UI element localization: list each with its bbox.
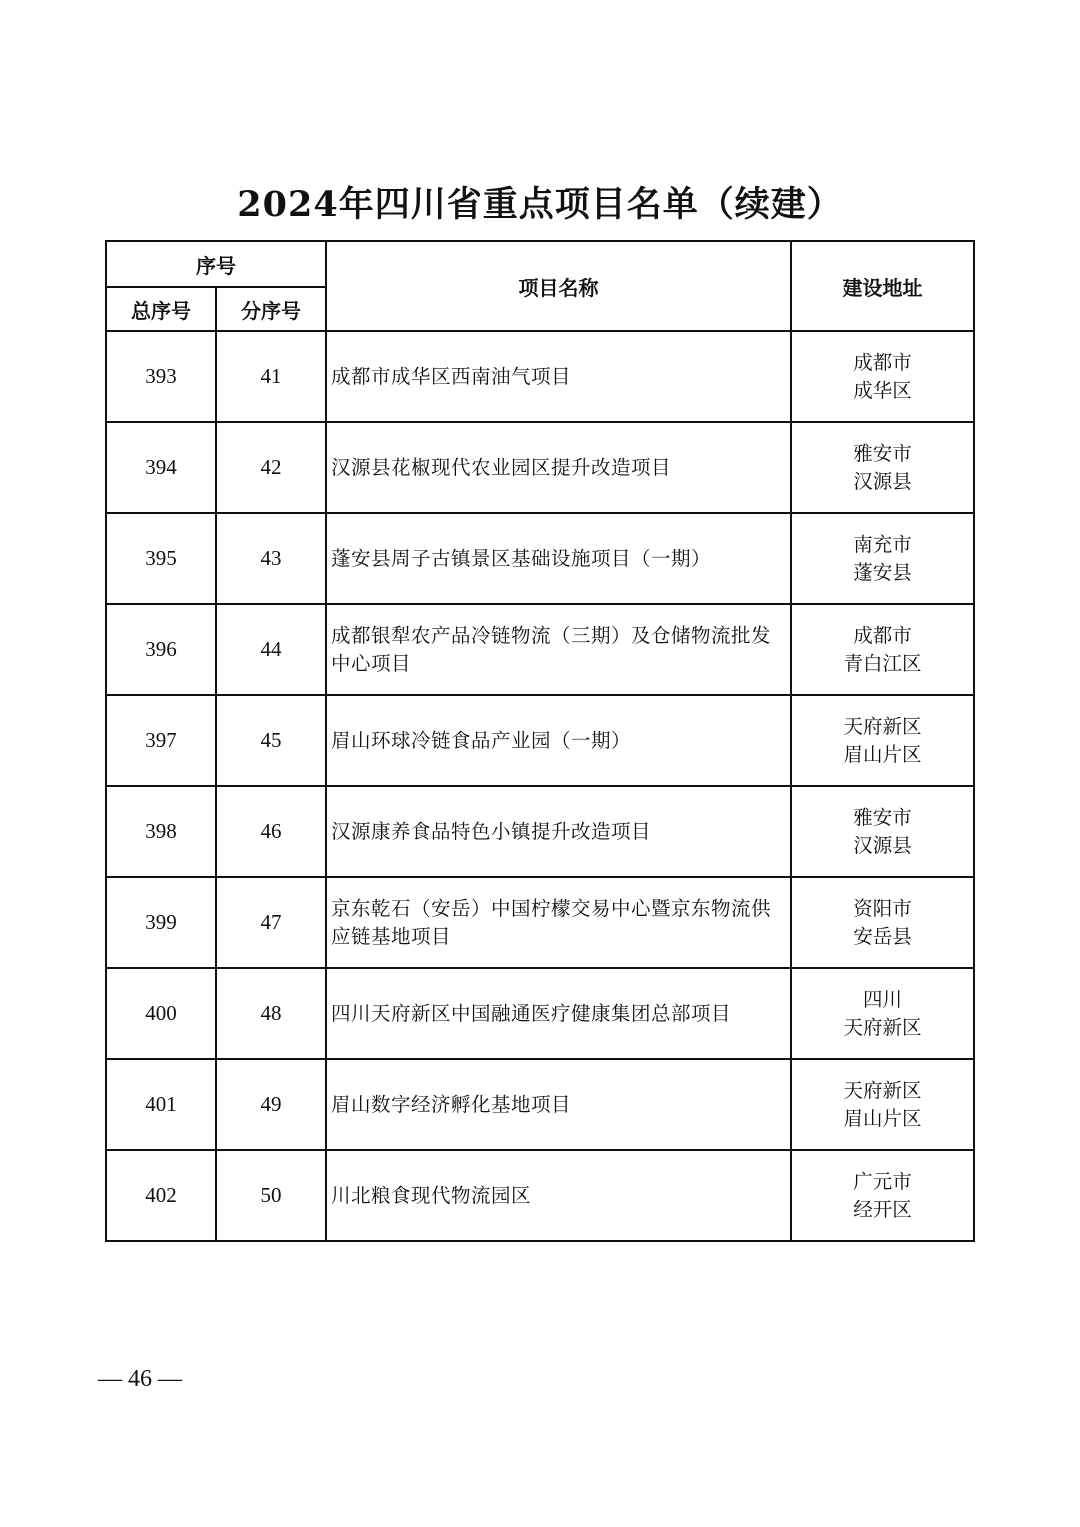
location-cell xyxy=(791,1059,974,1150)
location-line-2: 成华区 xyxy=(853,378,912,402)
project-name-cell: 眉山数字经济孵化基地项目 xyxy=(326,1059,791,1150)
header-seq-group: 序号 xyxy=(106,241,326,287)
table-row xyxy=(106,695,974,786)
table-row xyxy=(106,604,974,695)
total-seq-cell: 393 xyxy=(106,331,216,422)
project-name-cell: 成都银犁农产品冷链物流（三期）及仓储物流批发中心项目 xyxy=(326,604,791,695)
location-cell xyxy=(791,695,974,786)
project-name-cell: 成都市成华区西南油气项目 xyxy=(326,331,791,422)
location-cell xyxy=(791,513,974,604)
location-line-1: 四川 xyxy=(862,987,902,1011)
project-name-cell: 川北粮食现代物流园区 xyxy=(326,1150,791,1241)
sub-seq-cell: 43 xyxy=(216,513,326,604)
location-cell xyxy=(791,604,974,695)
header-location: 建设地址 xyxy=(791,241,974,331)
sub-seq-cell: 49 xyxy=(216,1059,326,1150)
location-line-1: 天府新区 xyxy=(843,714,922,738)
location-cell xyxy=(791,877,974,968)
sub-seq-cell: 41 xyxy=(216,331,326,422)
location-cell xyxy=(791,786,974,877)
location-line-2: 安岳县 xyxy=(853,924,912,948)
location-line-2: 经开区 xyxy=(853,1197,912,1221)
header-project-name: 项目名称 xyxy=(326,241,791,331)
sub-seq-cell: 45 xyxy=(216,695,326,786)
total-seq-cell: 400 xyxy=(106,968,216,1059)
location-line-1: 资阳市 xyxy=(853,896,912,920)
table-row xyxy=(106,1059,974,1150)
location-line-1: 成都市 xyxy=(853,623,912,647)
table-row xyxy=(106,422,974,513)
table-row xyxy=(106,877,974,968)
sub-seq-cell: 46 xyxy=(216,786,326,877)
location-cell xyxy=(791,422,974,513)
table-row xyxy=(106,1150,974,1241)
total-seq-cell: 398 xyxy=(106,786,216,877)
total-seq-cell: 394 xyxy=(106,422,216,513)
location-line-1: 雅安市 xyxy=(853,805,912,829)
location-line-2: 汉源县 xyxy=(853,469,912,493)
total-seq-cell: 396 xyxy=(106,604,216,695)
project-name-cell: 京东乾石（安岳）中国柠檬交易中心暨京东物流供应链基地项目 xyxy=(326,877,791,968)
sub-seq-cell: 44 xyxy=(216,604,326,695)
header-total-seq: 总序号 xyxy=(106,287,216,331)
location-line-2: 眉山片区 xyxy=(843,1106,922,1130)
sub-seq-cell: 48 xyxy=(216,968,326,1059)
location-line-2: 汉源县 xyxy=(853,833,912,857)
project-name-cell: 汉源县花椒现代农业园区提升改造项目 xyxy=(326,422,791,513)
location-cell xyxy=(791,331,974,422)
location-line-2: 天府新区 xyxy=(843,1015,922,1039)
location-cell xyxy=(791,968,974,1059)
location-line-2: 蓬安县 xyxy=(853,560,912,584)
header-row-1 xyxy=(106,241,974,287)
projects-table xyxy=(105,240,975,1242)
project-name-cell: 汉源康养食品特色小镇提升改造项目 xyxy=(326,786,791,877)
location-line-2: 眉山片区 xyxy=(843,742,922,766)
project-name-cell: 眉山环球冷链食品产业园（一期） xyxy=(326,695,791,786)
sub-seq-cell: 50 xyxy=(216,1150,326,1241)
table-row xyxy=(106,786,974,877)
table-row xyxy=(106,513,974,604)
total-seq-cell: 397 xyxy=(106,695,216,786)
total-seq-cell: 395 xyxy=(106,513,216,604)
total-seq-cell: 402 xyxy=(106,1150,216,1241)
location-line-1: 南充市 xyxy=(853,532,912,556)
sub-seq-cell: 47 xyxy=(216,877,326,968)
total-seq-cell: 399 xyxy=(106,877,216,968)
location-line-1: 广元市 xyxy=(853,1169,912,1193)
location-cell xyxy=(791,1150,974,1241)
document-title: 2024年四川省重点项目名单（续建） xyxy=(237,184,843,225)
header-sub-seq: 分序号 xyxy=(216,287,326,331)
location-line-1: 雅安市 xyxy=(853,441,912,465)
location-line-1: 成都市 xyxy=(853,350,912,374)
table-row xyxy=(106,968,974,1059)
project-name-cell: 四川天府新区中国融通医疗健康集团总部项目 xyxy=(326,968,791,1059)
page-number: — 46 — xyxy=(98,1366,182,1392)
project-name-cell: 蓬安县周子古镇景区基础设施项目（一期） xyxy=(326,513,791,604)
sub-seq-cell: 42 xyxy=(216,422,326,513)
location-line-2: 青白江区 xyxy=(843,651,922,675)
total-seq-cell: 401 xyxy=(106,1059,216,1150)
location-line-1: 天府新区 xyxy=(843,1078,922,1102)
table-row xyxy=(106,331,974,422)
